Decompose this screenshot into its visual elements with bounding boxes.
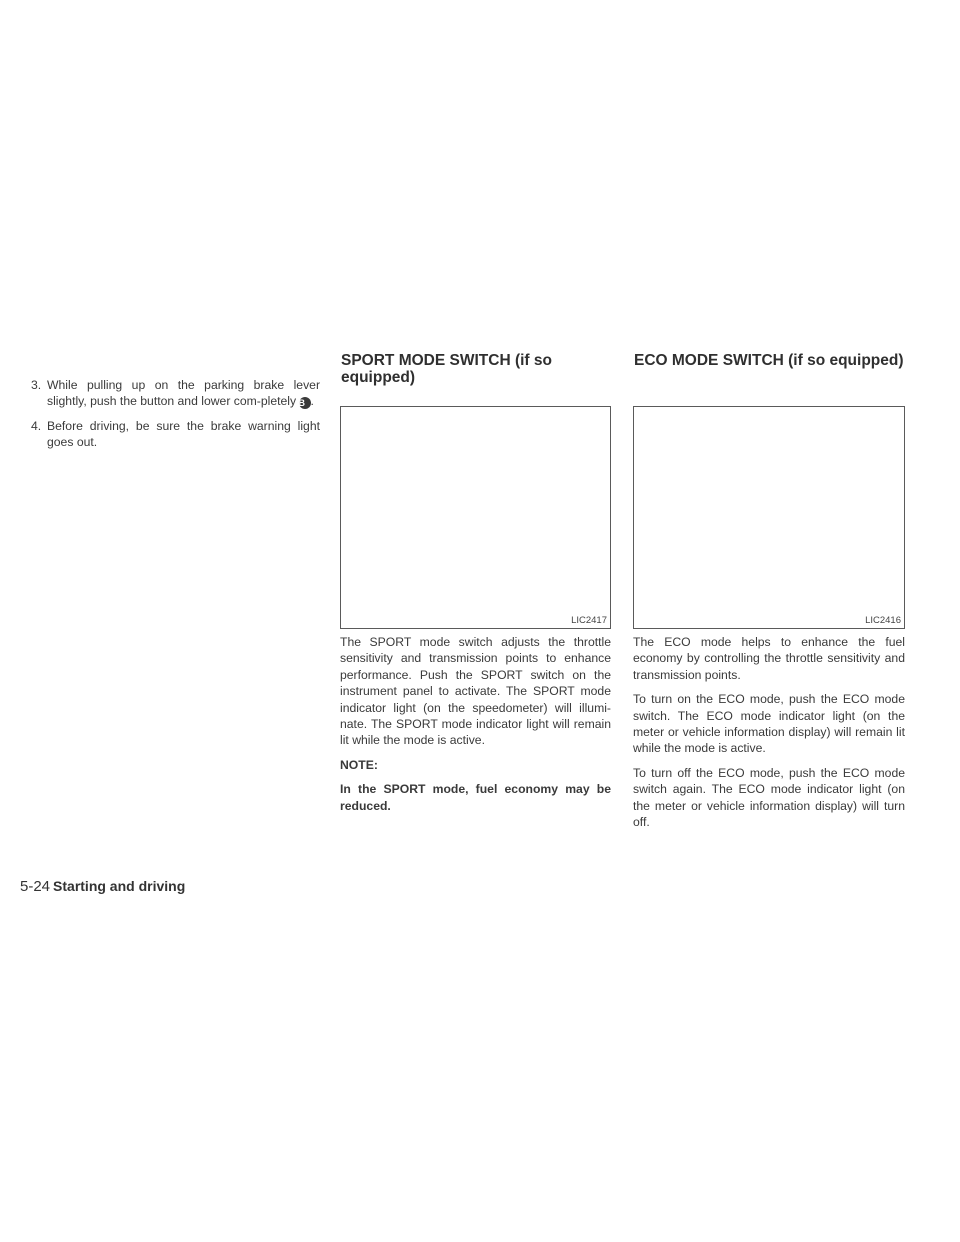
list-number: 3. [31,378,42,392]
sport-column [340,634,611,822]
eco-column [633,634,905,838]
eco-paragraph: To turn off the ECO mode, push the ECO mode switch again. The ECO mode indicator light (on the meter or vehicle information display) will turn off. [633,765,905,830]
page-number: 5-24 [20,878,51,895]
list-text: Before driving, be sure the brake warning light goes out. [47,418,320,450]
section-title: Starting and driving [53,878,186,894]
list-item-3 [20,377,320,410]
callout-b-icon: B [299,397,311,409]
list-item-4 [20,418,320,451]
figure-code: LIC2416 [865,615,901,626]
sport-heading: SPORT MODE SWITCH (if so equipped) [341,352,552,386]
eco-heading: ECO MODE SWITCH (if so equipped) [634,352,904,369]
list-number: 4. [31,418,42,433]
eco-paragraph: To turn on the ECO mode, push the ECO mode switch. The ECO mode indicator light (on the meter or vehicle information display) will remain lit while the mode is active. [633,692,905,756]
note-text: In the SPORT mode, fuel economy may be reduced. [340,782,611,813]
sport-figure [340,406,611,629]
eco-paragraph: The ECO mode helps to enhance the fuel economy by controlling the throttle sensitivity and transmission points. [633,635,905,682]
figure-code: LIC2417 [571,615,607,626]
sport-body: The SPORT mode switch adjusts the throttle sensitivity and transmission points to enhance performance. Push the SPORT switch on the instrument panel to activate. The SPORT mode indicator light (on the speedometer) will illumi-nate. The SPORT mode indicator light will remain lit while the mode is active. [340,635,611,748]
eco-figure [633,406,905,629]
list-text: While pulling up on the parking brake lever slightly, push the button and lower com-pletely B . [47,378,320,409]
note-label: NOTE: [340,757,378,772]
page-footer [20,878,185,895]
left-column [20,377,320,459]
